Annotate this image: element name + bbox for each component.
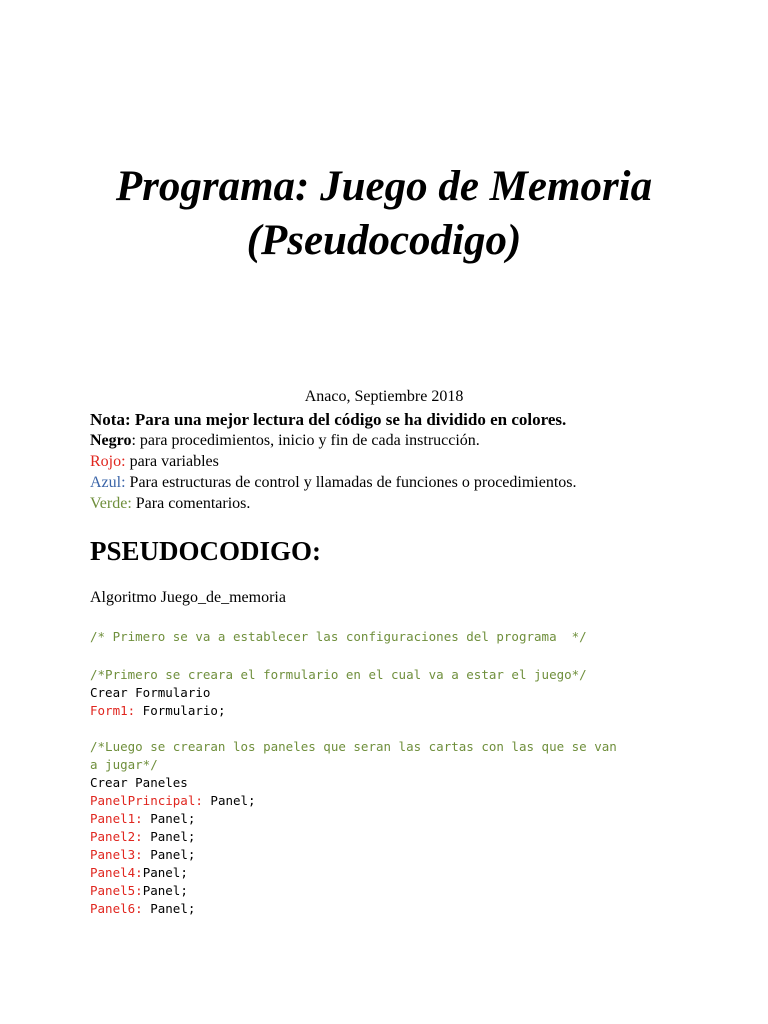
legend-note: Nota: Para una mejor lectura del código se ha dividido en colores. — [90, 410, 567, 429]
document-title — [0, 160, 768, 268]
code-panel-var: Panel2: — [90, 829, 143, 844]
code-form1-line — [90, 702, 710, 720]
legend-green-text: Para comentarios. — [131, 495, 251, 512]
legend-red-label: Rojo: — [90, 453, 126, 470]
title-line-2: (Pseudocodigo) — [246, 217, 522, 264]
legend-blue-text: Para estructuras de control y llamadas de funciones o procedimientos. — [125, 474, 577, 491]
code-panel-type: Panel; — [142, 811, 196, 826]
legend-red-text: para variables — [125, 453, 219, 470]
code-panel-type: Panel; — [142, 847, 196, 862]
code-panel-type: Panel; — [142, 865, 188, 880]
code-panel-line — [90, 828, 710, 846]
code-panel-var: Panel5: — [90, 883, 143, 898]
code-form1-type: Formulario; — [135, 703, 226, 718]
code-panel-type: Panel; — [142, 883, 188, 898]
legend-black-text: : para procedimientos, inicio y fin de cada instrucción. — [131, 432, 480, 449]
code-panel-var: Panel3: — [90, 847, 143, 862]
legend-blue — [90, 472, 750, 493]
code-panel-line — [90, 846, 710, 864]
legend-black — [90, 430, 750, 451]
code-panel-type: Panel; — [142, 901, 196, 916]
legend-green-label: Verde: — [90, 495, 132, 512]
code-panel-line — [90, 900, 710, 918]
code-comment-paneles-1: /*Luego se crearan los paneles que seran las cartas con las que se van — [90, 739, 617, 754]
code-panel-line — [90, 810, 710, 828]
legend-red — [90, 451, 750, 472]
code-panel-var: Panel1: — [90, 811, 143, 826]
title-line-1: Programa: Juego de Memoria — [115, 163, 653, 210]
section-heading: PSEUDOCODIGO: — [90, 536, 322, 566]
legend-green — [90, 493, 750, 514]
code-crear-formulario: Crear Formulario — [90, 685, 211, 700]
code-panel-var: PanelPrincipal: — [90, 793, 203, 808]
legend-blue-label: Azul: — [90, 474, 126, 491]
code-comment-config: /* Primero se va a establecer las configuraciones del programa */ — [90, 629, 587, 644]
code-panel-var: Panel4: — [90, 865, 143, 880]
code-panel-type: Panel; — [202, 793, 256, 808]
legend-black-label: Negro — [90, 432, 132, 449]
color-legend — [90, 409, 750, 514]
place-date: Anaco, Septiembre 2018 — [304, 388, 464, 405]
code-panel-type: Panel; — [142, 829, 196, 844]
code-panel-var: Panel6: — [90, 901, 143, 916]
code-crear-paneles: Crear Paneles — [90, 775, 188, 790]
algorithm-name: Algoritmo Juego_de_memoria — [90, 589, 286, 606]
code-comment-formulario: /*Primero se creara el formulario en el cual va a estar el juego*/ — [90, 667, 587, 682]
code-comment-paneles-2: a jugar*/ — [90, 757, 158, 772]
code-panel-line — [90, 882, 710, 900]
code-panel-line — [90, 864, 710, 882]
code-form1-var: Form1: — [90, 703, 136, 718]
code-panel-line — [90, 792, 710, 810]
